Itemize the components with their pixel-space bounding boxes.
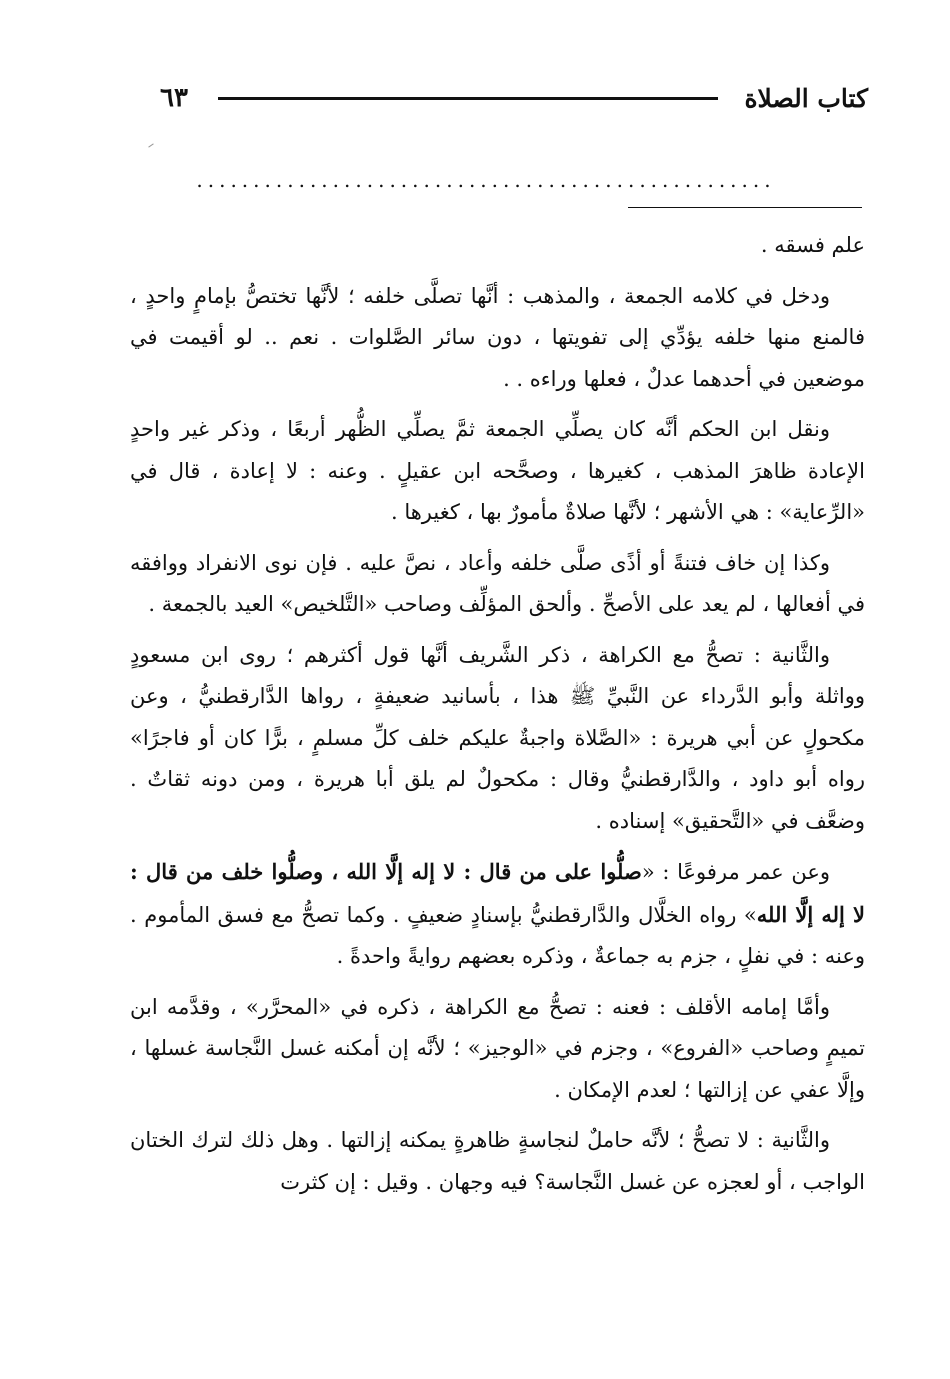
running-header [160, 78, 868, 118]
paragraph [130, 543, 865, 626]
paragraph [130, 851, 865, 978]
page-number: ٦٣ [160, 83, 188, 113]
scan-speck [148, 143, 153, 147]
text-run: ونقل ابن الحكم أنَّه كان يصلِّي الجمعة ثمَّ يصلِّي الظُّهر أربعًا ، وذكر غير واحدٍ الإعادة ظاهرَ المذهب ، كغيرها ، وصحَّحه ابن عقيلٍ . وعنه : لا إعادة ، قال في «الرِّعاية» : هي الأشهر ؛ لأنَّها صلاةٌ مأمورٌ بها ، كغيرها . [130, 417, 865, 524]
paragraph [130, 409, 865, 534]
text-run: علم فسقه . [760, 233, 865, 257]
paragraph [130, 276, 865, 401]
text-run: وأمَّا إمامه الأقلف : فعنه : تصحُّ مع الكراهة ، ذكره في «المحرَّر» ، وقدَّمه ابن تميمٍ وصاحب «الفروع» ، وجزم في «الوجيز» ؛ لأنَّه إن أمكنه غسل النَّجاسة غسلها ، وإلَّا عفي عن إزالتها ؛ لعدم الإمكان . [130, 994, 865, 1102]
text-run: والثَّانية : لا تصحُّ ؛ لأنَّه حاملٌ لنجاسةٍ ظاهرةٍ يمكنه إزالتها . وهل ذلك لترك الختان الواجب ، أو لعجزه عن غسل النَّجاسة؟ فيه وجهان . وقيل : إن كثرت [130, 1128, 865, 1194]
text-run: وكذا إن خاف فتنةً أو أذًى صلَّى خلفه وأعاد ، نصَّ عليه . فإن نوى الانفراد ووافقه في أفعالها ، لم يعد على الأصحِّ . وألحق المؤلِّف وصاحب «التَّلخيص» العيد بالجمعة . [130, 550, 865, 616]
text-run: ودخل في كلامه الجمعة ، والمذهب : أنَّها تصلَّى خلفه ؛ لأنَّها تختصُّ بإمامٍ واحدٍ ، فالمنع منها خلفه يؤدِّي إلى تفويتها ، دون سائر الصَّلوات . نعم .. لو أقيمت في موضعين في أحدهما عدلٌ ، فعلها وراءه . . [130, 283, 865, 391]
paragraph [130, 987, 865, 1112]
dotted-separator: ................................................... [196, 168, 776, 192]
footnote-rule [628, 207, 862, 208]
text-run: وعن عمر مرفوعًا : « [641, 860, 830, 884]
text-run: والثَّانية : تصحُّ مع الكراهة ، ذكر الشَّريف أنَّها قول أكثرهم ؛ روى ابن مسعودٍ وواثلة وأبو الدَّرداء عن النَّبيِّ ﷺ هذا ، بأسانيد ضعيفةٍ ، رواها الدَّارقطنيُّ ، وعن مكحولٍ عن أبي هريرة : «الصَّلاة واجبةٌ عليكم خلف كلِّ مسلمٍ ، برًّا كان أو فاجرًا» رواه أبو داود ، والدَّارقطنيُّ وقال : مكحولٌ لم يلق أبا هريرة ، ومن دونه ثقاتٌ . وضعَّف في «التَّحقيق» إسناده . [130, 642, 865, 833]
bold-quote: صلُّوا على من قال : لا إله إلَّا الله ، وصلُّوا خلف من قال : لا إله إلَّا الله [130, 859, 866, 927]
paragraph [130, 1120, 865, 1203]
chapter-title: كتاب الصلاة [744, 83, 868, 113]
text-run: » رواه الخلَّال والدَّارقطنيُّ بإسنادٍ ضعيفٍ . وكما تصحُّ مع فسق المأموم . وعنه : في نفلٍ ، جزم به جماعةٌ ، وذكره بعضهم روايةً واحدةً . [130, 902, 865, 968]
paragraph [130, 225, 865, 267]
paragraph [130, 635, 865, 843]
header-rule [218, 97, 719, 100]
page-body [130, 225, 865, 1212]
